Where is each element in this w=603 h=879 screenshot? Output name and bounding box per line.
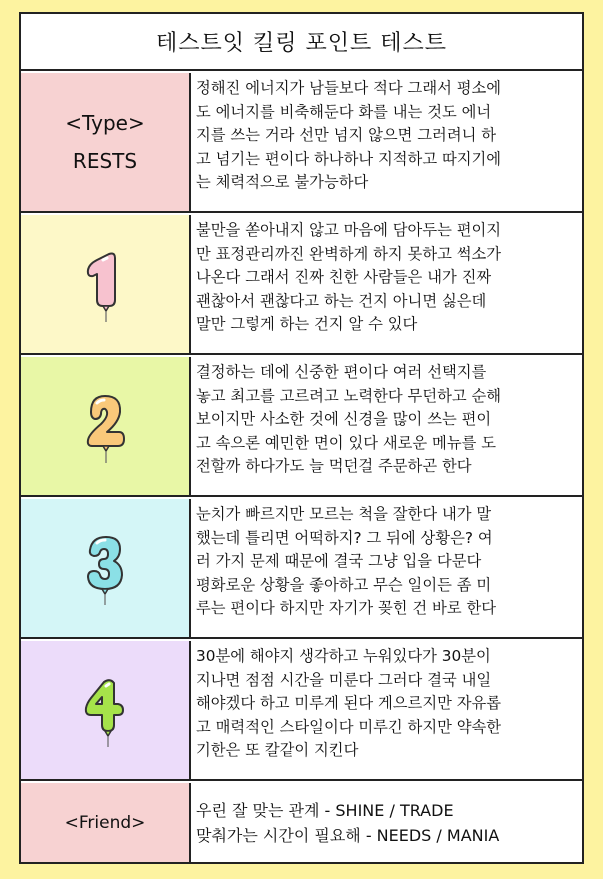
- description-line: 고 넘기는 편이다 하나하나 지적하고 따지기에: [196, 149, 502, 168]
- friend-label: <Friend>: [64, 812, 146, 833]
- balloon-number-1-icon: [77, 244, 133, 324]
- type-cell: [21, 73, 191, 211]
- point-row-1: [21, 215, 582, 355]
- point-description-2: [191, 357, 582, 495]
- description-line: 고 매력적인 스타일이다 미루긴 하지만 약속한: [196, 717, 502, 736]
- point-description-4: [191, 641, 582, 779]
- description-line: 놓고 최고를 고르려고 노력한다 무던하고 순해: [196, 386, 502, 405]
- friend-line: 우린 잘 맞는 관계 - SHINE / TRADE: [196, 800, 454, 820]
- description-line: 결정하는 데에 신중한 편이다 여러 선택지를: [196, 363, 487, 381]
- description-line: 보이지만 사소한 것에 신경을 많이 쓰는 편이: [196, 410, 492, 428]
- description-line: 만 표정관리까진 완벽하게 하지 못하고 썩소가: [196, 244, 502, 263]
- description-line: 도 에너지를 비축해둔다 화를 내는 것도 에너: [196, 102, 492, 121]
- point-number-cell-2: [21, 357, 191, 495]
- point-number-cell-3: [21, 499, 191, 637]
- description-line: 기한은 또 칼같이 지킨다: [196, 741, 359, 759]
- description-line: 30분에 해야지 생각하고 누워있다가 30분이: [196, 647, 491, 665]
- type-label: <Type>: [65, 111, 145, 135]
- friend-row: [21, 783, 582, 862]
- description-line: 정해진 에너지가 남들보다 적다 그래서 평소에: [196, 79, 502, 97]
- result-table: [19, 12, 584, 864]
- description-line: 러 가지 문제 때문에 결국 그냥 입을 다문다: [196, 552, 482, 570]
- balloon-number-4-icon: [77, 670, 133, 750]
- friend-line: 맞춰가는 시간이 필요해 - NEEDS / MANIA: [196, 825, 500, 845]
- description-line: 괜찮아서 괜찮다고 하는 건지 아니면 싫은데: [196, 291, 487, 310]
- type-value: RESTS: [72, 149, 138, 173]
- point-description-1: [191, 215, 582, 353]
- description-line: 평화로운 상황을 좋아하고 무슨 일이든 좀 미: [196, 575, 492, 594]
- type-description: [191, 73, 582, 211]
- description-line: 해야겠다 하고 미루게 된다 게으르지만 자유롭: [196, 694, 502, 712]
- point-description-3: [191, 499, 582, 637]
- point-row-2: [21, 357, 582, 497]
- description-line: 는 체력적으로 불가능하다: [196, 173, 369, 191]
- description-line: 고 속으론 예민한 면이 있다 새로운 메뉴를 도: [196, 433, 497, 452]
- description-line: 말만 그렇게 하는 건지 알 수 있다: [196, 315, 418, 333]
- point-row-4: [21, 641, 582, 781]
- friend-cell: [21, 783, 191, 862]
- type-row: [21, 73, 582, 213]
- balloon-number-3-icon: [77, 528, 133, 608]
- description-line: 눈치가 빠르지만 모르는 척을 잘한다 내가 말: [196, 505, 492, 523]
- description-line: 전할까 하다가도 늘 먹던걸 주문하곤 한다: [196, 457, 472, 475]
- point-number-cell-4: [21, 641, 191, 779]
- balloon-number-2-icon: [77, 386, 133, 466]
- friend-description: [191, 783, 582, 862]
- description-line: 불만을 쏟아내지 않고 마음에 담아두는 편이지: [196, 221, 502, 239]
- description-line: 루는 편이다 하지만 자기가 꽂힌 건 바로 한다: [196, 599, 497, 617]
- page-title: 테스트잇 킬링 포인트 테스트: [21, 14, 582, 71]
- point-number-cell-1: [21, 215, 191, 353]
- description-line: 나온다 그래서 진짜 친한 사람들은 내가 진짜: [196, 268, 492, 286]
- point-row-3: [21, 499, 582, 639]
- description-line: 지나면 점점 시간을 미룬다 그러다 결국 내일: [196, 670, 492, 689]
- description-line: 했는데 틀리면 어떡하지? 그 뒤에 상황은? 여: [196, 528, 493, 547]
- description-line: 지를 쓰는 거라 선만 넘지 않으면 그러려니 하: [196, 126, 497, 144]
